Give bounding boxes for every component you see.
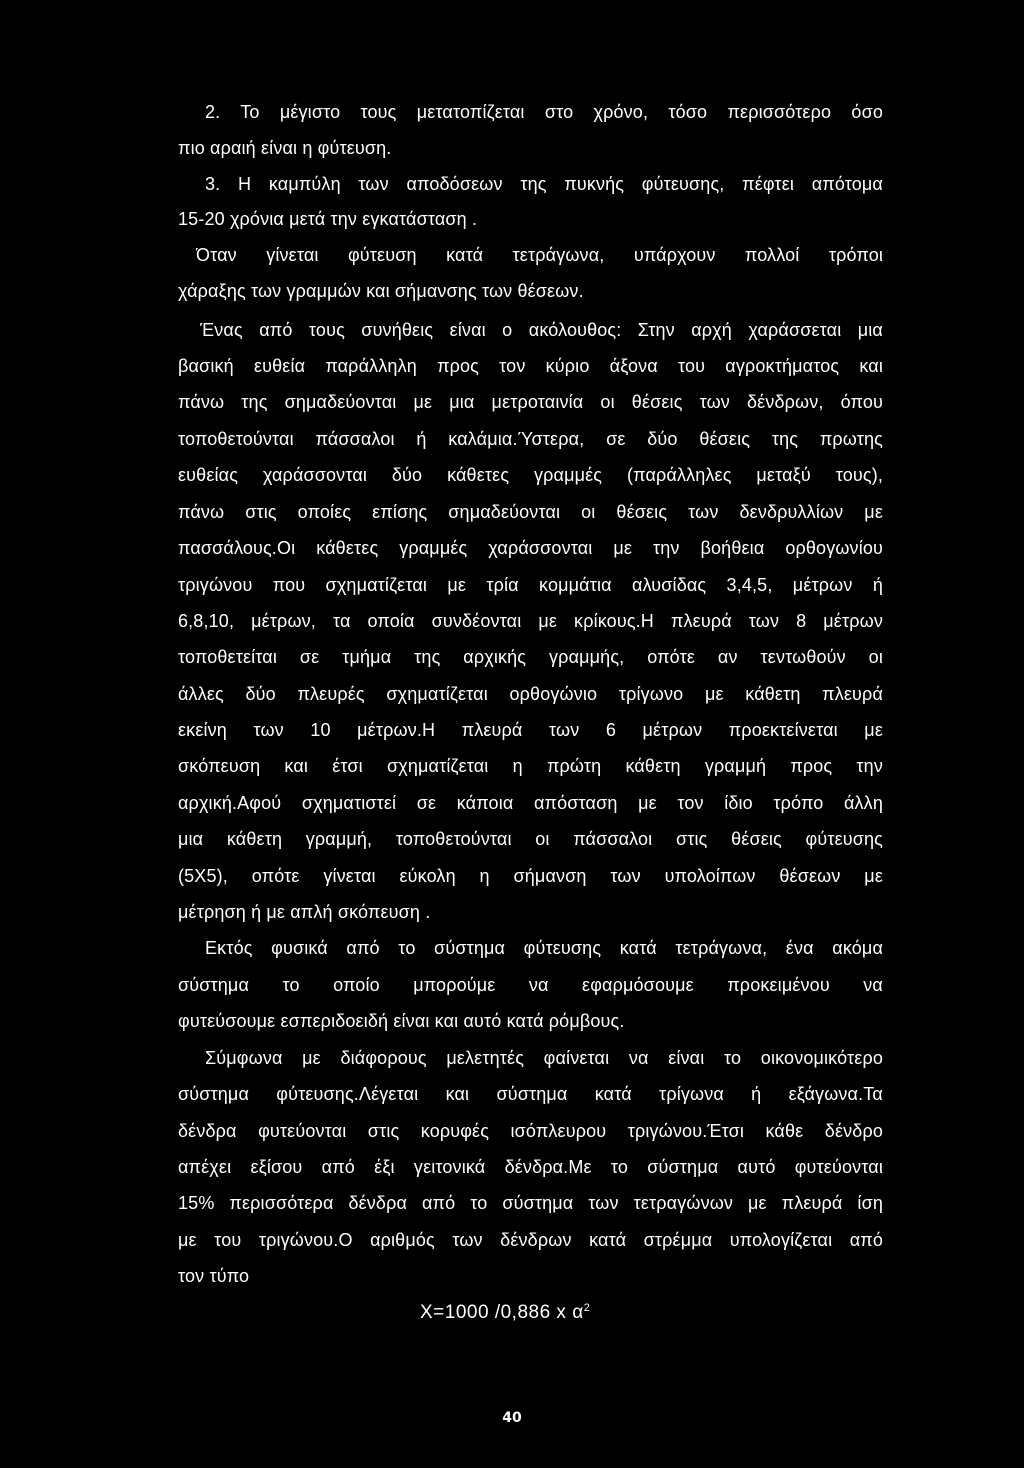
text-line: Εκτός φυσικά από το σύστημα φύτευσης κατά τετράγωνα, ένα ακόμα <box>205 938 883 958</box>
formula-main: Χ=1000 /0,886 x α <box>420 1302 584 1323</box>
text-line: εκείνη των 10 μέτρων.Η πλευρά των 6 μέτρων προεκτείνεται με <box>178 720 883 740</box>
text-line: 15-20 χρόνια μετά την εγκατάσταση . <box>178 209 478 229</box>
formula <box>420 1302 590 1324</box>
text-line: τον τύπο <box>178 1266 250 1286</box>
text-line: με του τριγώνου.Ο αριθμός των δένδρων κατά στρέμμα υπολογίζεται από <box>178 1230 883 1250</box>
text-line: μια κάθετη γραμμή, τοποθετούνται οι πάσσαλοι στις θέσεις φύτευσης <box>178 829 883 849</box>
text-line: πιο αραιή είναι η φύτευση. <box>178 138 392 158</box>
text-line: αρχική.Αφού σχηματιστεί σε κάποια απόσταση με τον ίδιο τρόπο άλλη <box>178 793 883 813</box>
text-line: Ένας από τους συνήθεις είναι ο ακόλουθος: Στην αρχή χαράσσεται μια <box>200 320 883 340</box>
text-line: (5Χ5), οπότε γίνεται εύκολη η σήμανση των υπολοίπων θέσεων με <box>178 866 883 886</box>
text-line: βασική ευθεία παράλληλη προς τον κύριο άξονα του αγροκτήματος και <box>178 356 883 376</box>
text-line: Σύμφωνα με διάφορους μελετητές φαίνεται να είναι το οικονομικότερο <box>205 1048 883 1068</box>
text-line: 2. Το μέγιστο τους μετατοπίζεται στο χρόνο, τόσο περισσότερο όσο <box>205 102 883 122</box>
text-line: σκόπευση και έτσι σχηματίζεται η πρώτη κάθετη γραμμή προς την <box>178 756 883 776</box>
text-line: τοποθετείται σε τμήμα της αρχικής γραμμής, οπότε αν τεντωθούν οι <box>178 647 883 667</box>
text-line: τοποθετούνται πάσσαλοι ή καλάμια.Ύστερα, σε δύο θέσεις της πρωτης <box>178 429 883 449</box>
text-line: τριγώνου που σχηματίζεται με τρία κομμάτια αλυσίδας 3,4,5, μέτρων ή <box>178 575 883 595</box>
text-line: πασσάλους.Οι κάθετες γραμμές χαράσσονται με την βοήθεια ορθογωνίου <box>178 538 883 558</box>
text-line: απέχει εξίσου από έξι γειτονικά δένδρα.Με το σύστημα αυτό φυτεύονται <box>178 1157 883 1177</box>
page-number: 40 <box>502 1410 522 1426</box>
text-line: πάνω στις οποίες επίσης σημαδεύονται οι θέσεις των δενδρυλλίων με <box>178 502 883 522</box>
text-line: 3. Η καμπύλη των αποδόσεων της πυκνής φύτευσης, πέφτει απότομα <box>205 174 883 194</box>
text-line: ευθείας χαράσσονται δύο κάθετες γραμμές (παράλληλες μεταξύ τους), <box>178 465 883 485</box>
text-line: πάνω της σημαδεύονται με μια μετροταινία οι θέσεις των δένδρων, όπου <box>178 392 883 412</box>
text-line: σύστημα φύτευσης.Λέγεται και σύστημα κατά τρίγωνα ή εξάγωνα.Τα <box>178 1084 883 1104</box>
text-line: δένδρα φυτεύονται στις κορυφές ισόπλευρου τριγώνου.Έτσι κάθε δένδρο <box>178 1121 883 1141</box>
text-line: χάραξης των γραμμών και σήμανσης των θέσεων. <box>178 281 584 301</box>
text-line: 15% περισσότερα δένδρα από το σύστημα των τετραγώνων με πλευρά ίση <box>178 1193 883 1213</box>
text-line: φυτεύσουμε εσπεριδοειδή είναι και αυτό κατά ρόμβους. <box>178 1011 625 1031</box>
text-line: σύστημα το οποίο μπορούμε να εφαρμόσουμε προκειμένου να <box>178 975 883 995</box>
text-line: 6,8,10, μέτρων, τα οποία συνδέονται με κρίκους.Η πλευρά των 8 μέτρων <box>178 611 883 631</box>
text-line: Όταν γίνεται φύτευση κατά τετράγωνα, υπάρχουν πολλοί τρόποι <box>196 245 883 265</box>
formula-exponent: 2 <box>583 1302 591 1314</box>
text-line: μέτρηση ή με απλή σκόπευση . <box>178 902 431 922</box>
text-line: άλλες δύο πλευρές σχηματίζεται ορθογώνιο τρίγωνο με κάθετη πλευρά <box>178 684 883 704</box>
